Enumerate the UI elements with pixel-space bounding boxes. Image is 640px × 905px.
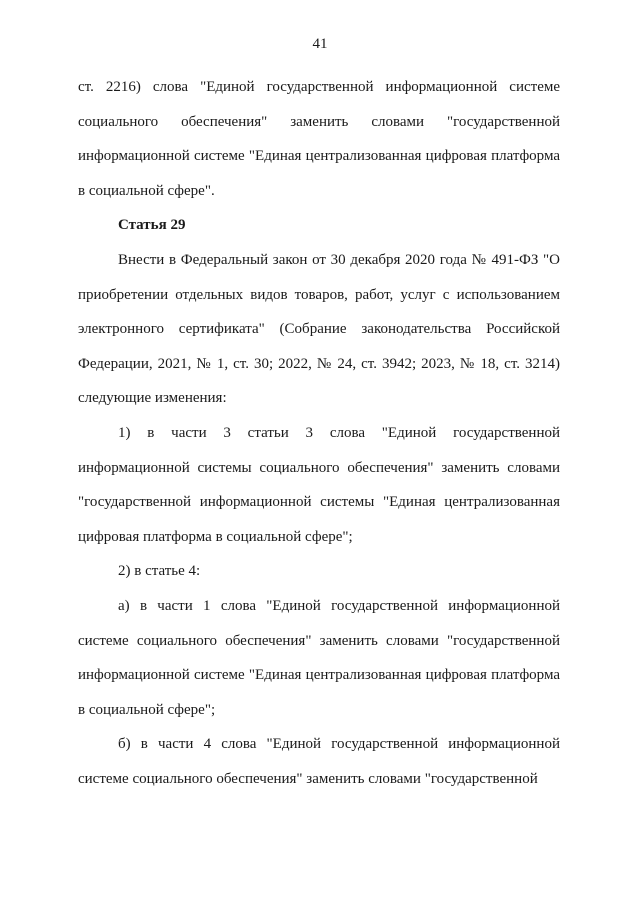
document-body [78,70,560,796]
paragraph-item-2: 2) в статье 4: [118,563,201,580]
page-number: 41 [312,36,328,52]
paragraph-subitem-a: а) в части 1 слова "Единой государственной информационной системе социального обеспечения" заменить словами "государственной информационной системе "Единая централизованная цифровая платформа в социальной сфере"; [78,597,560,718]
paragraph-continuation: ст. 2216) слова "Единой государственной информационной системе социального обеспечения" заменить словами "государственной информационной системе "Единая централизованная цифровая платформа в социальной сфере". [78,79,560,199]
paragraph-item-1: 1) в части 3 статьи 3 слова "Единой государственной информационной системы социального обеспечения" заменить словами "государственной информационной системы "Единая централизованная цифровая платформа в социальной сфере"; [78,424,560,545]
paragraph-introduction: Внести в Федеральный закон от 30 декабря 2020 года № 491-ФЗ "О приобретении отдельных видов товаров, работ, услуг с использованием электронного сертификата" (Собрание законодательства Российской Федерации, 2021, № 1, ст. 30; 2022, № 24, ст. 3942; 2023, № 18, ст. 3214) следующие изменения: [78,251,560,407]
article-heading: Статья 29 [118,217,186,234]
paragraph-subitem-b: б) в части 4 слова "Единой государственной информационной системе социального обеспечения" заменить словами "государственной [78,736,560,787]
